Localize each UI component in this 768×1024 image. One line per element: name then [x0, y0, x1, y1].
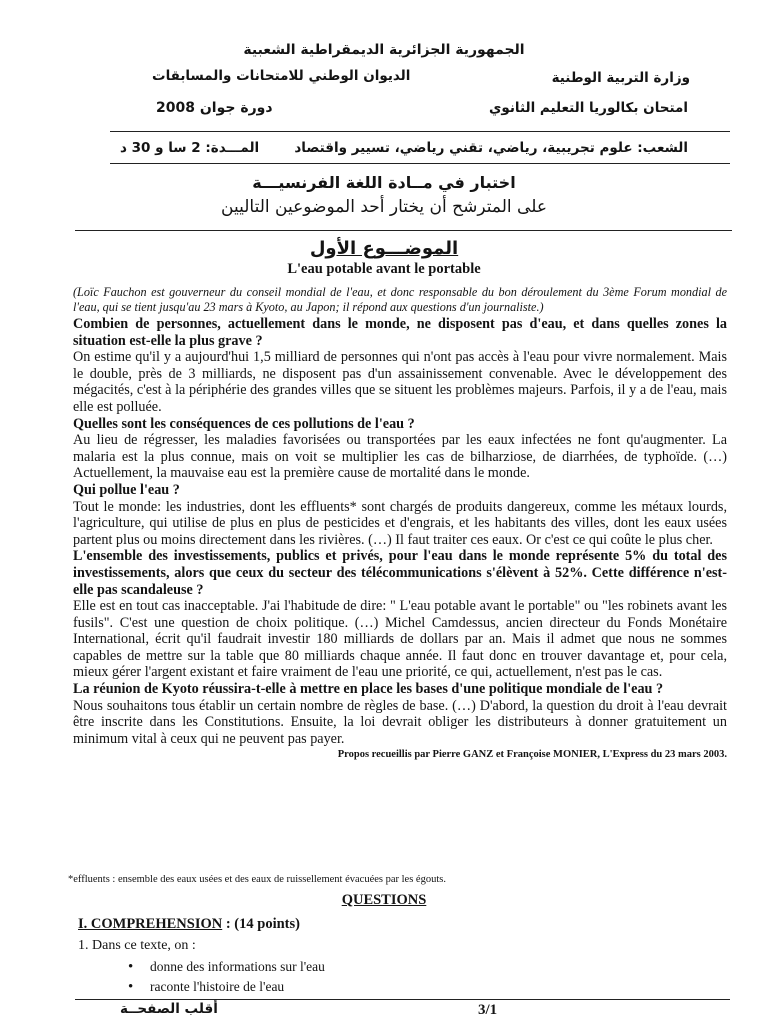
exam-session: دورة جوان 2008 [156, 100, 273, 116]
footer-divider [75, 999, 730, 1000]
list-item: • raconte l'histoire de l'eau [128, 977, 325, 997]
turn-page-label: أقلب الصفحــة [120, 1001, 218, 1017]
interview-question-4: L'ensemble des investissements, publics et privés, pour l'eau dans le monde représente 5% du total des investissements, alors que ceux du secteur des télécommunications s'élèvent à 52%. Cette différence n'est-elle pas scandaleuse ? [73, 548, 727, 598]
instruction-divider [75, 230, 732, 231]
subject-title: اختبار في مــادة اللغة الفرنسيـــة [252, 173, 516, 192]
question-1-options [128, 957, 325, 997]
exam-name: امتحان بكالوريا التعليم الثانوي [489, 100, 688, 116]
interview-question-1: Combien de personnes, actuellement dans le monde, ne disposent pas d'eau, et dans quelles zones la situation est-elle la plus grave ? [73, 316, 727, 349]
exam-streams: الشعب: علوم تجريبية، رياضي، تقني رياضي، تسيير واقتصاد [294, 140, 688, 156]
section-heading [78, 916, 300, 933]
interview-answer-4: Elle est en tout cas inacceptable. J'ai l'habitude de dire: " L'eau potable avant le portable" ou "les robinets avant les fusils". C'est une question de choix politique. (…) Michel Camdessus, ancien directeur du Fonds Monétaire International, écrit qu'il faudrait investir 180 milliards de dollars par an. Mais il admet que nous ne sommes capables de mettre sur la table que 80 milliards chaque année. Il faut donc en trouver davantage et, pour cela, mieux gérer l'argent existant et faire vraiment de l'eau une priorité, ce qui, actuellement, n'est pas le cas. [73, 598, 727, 681]
source-citation: Propos recueillis par Pierre GANZ et Françoise MONIER, L'Express du 23 mars 2003. [337, 749, 727, 761]
interview-answer-2: Au lieu de régresser, les maladies favorisées ou transportées par les eaux infectées ne font qu'augmenter. La malaria est la plus connue, mais on voit se multiplier les cas de bilharziose, de diarrhées, de typhoïde. (…) Actuellement, la mauvaise eau est la première cause de mortalité dans le monde. [73, 432, 727, 482]
republic-heading: الجمهورية الجزائرية الديمقراطية الشعبية [243, 42, 525, 58]
interview-answer-5: Nous souhaitons tous établir un certain nombre de règles de base. (…) D'abord, la question du droit à l'eau devrait être inscrite dans les Constitutions. Ensuite, la loi devrait obliger les distributeurs à donner gratuitement un minimum vital à ceux qui ne peuvent pas payer. [73, 697, 727, 747]
header-divider-bottom [110, 163, 730, 164]
list-item: • donne des informations sur l'eau [128, 957, 325, 977]
interview-question-2: Quelles sont les conséquences de ces pollutions de l'eau ? [73, 415, 415, 432]
interview-question-3: Qui pollue l'eau ? [73, 481, 180, 498]
questions-title: QUESTIONS [341, 892, 427, 908]
interview-answer-1: On estime qu'il y a aujourd'hui 1,5 milliard de personnes qui n'ont pas accès à l'eau pour vivre normalement. Mais le double, près de 3 milliards, ne disposent pas d'un assainissement convenable. Avec le développement des mégacités, c'est à la périphérie des grandes villes que se situent les problèmes majeurs. Parfois, il y a de l'eau, mais elle est polluée. [73, 349, 727, 415]
footnote: *effluents : ensemble des eaux usées et des eaux de ruissellement évacuées par les égouts. [68, 874, 446, 885]
exam-duration: المـــدة: 2 سا و 30 د [120, 140, 260, 156]
page-number: 3/1 [478, 1002, 498, 1018]
intro-paragraph: (Loïc Fauchon est gouverneur du conseil mondial de l'eau, et donc responsable du bon déroulement du 3ème Forum mondial de l'eau, qui se tient jusqu'au 23 mars à Kyoto, au Japon; il répond aux questions d'un journaliste.) [73, 285, 727, 314]
interview-question-5: La réunion de Kyoto réussira-t-elle à mettre en place les bases d'une politique mondiale de l'eau ? [73, 681, 664, 698]
ministry-name: وزارة التربية الوطنية [551, 70, 690, 86]
interview-answer-3: Tout le monde: les industries, dont les effluents* sont chargés de produits dangereux, comme les métaux lourds, l'agriculture, qui utilise de plus en plus de pesticides et d'engrais, et les habitants des villes, dont les eaux usées partent plus ou moins directement dans les rivières. (…) Il faut traiter ces eaux. Or c'est ce qui coûte le plus cher. [73, 498, 727, 548]
interview-text [73, 285, 727, 764]
exam-office-name: الديوان الوطني للامتحانات والمسابقات [152, 68, 411, 84]
candidate-instruction: على المترشح أن يختار أحد الموضوعين التاليين [221, 197, 547, 217]
header-divider-top [110, 131, 730, 132]
section-points: : (14 points) [222, 916, 300, 932]
question-1: 1. Dans ce texte, on : [78, 938, 196, 953]
topic-label: الموضـــوع الأول [309, 238, 459, 259]
text-title: L'eau potable avant le portable [287, 261, 481, 277]
section-label: I. COMPREHENSION [78, 916, 223, 932]
